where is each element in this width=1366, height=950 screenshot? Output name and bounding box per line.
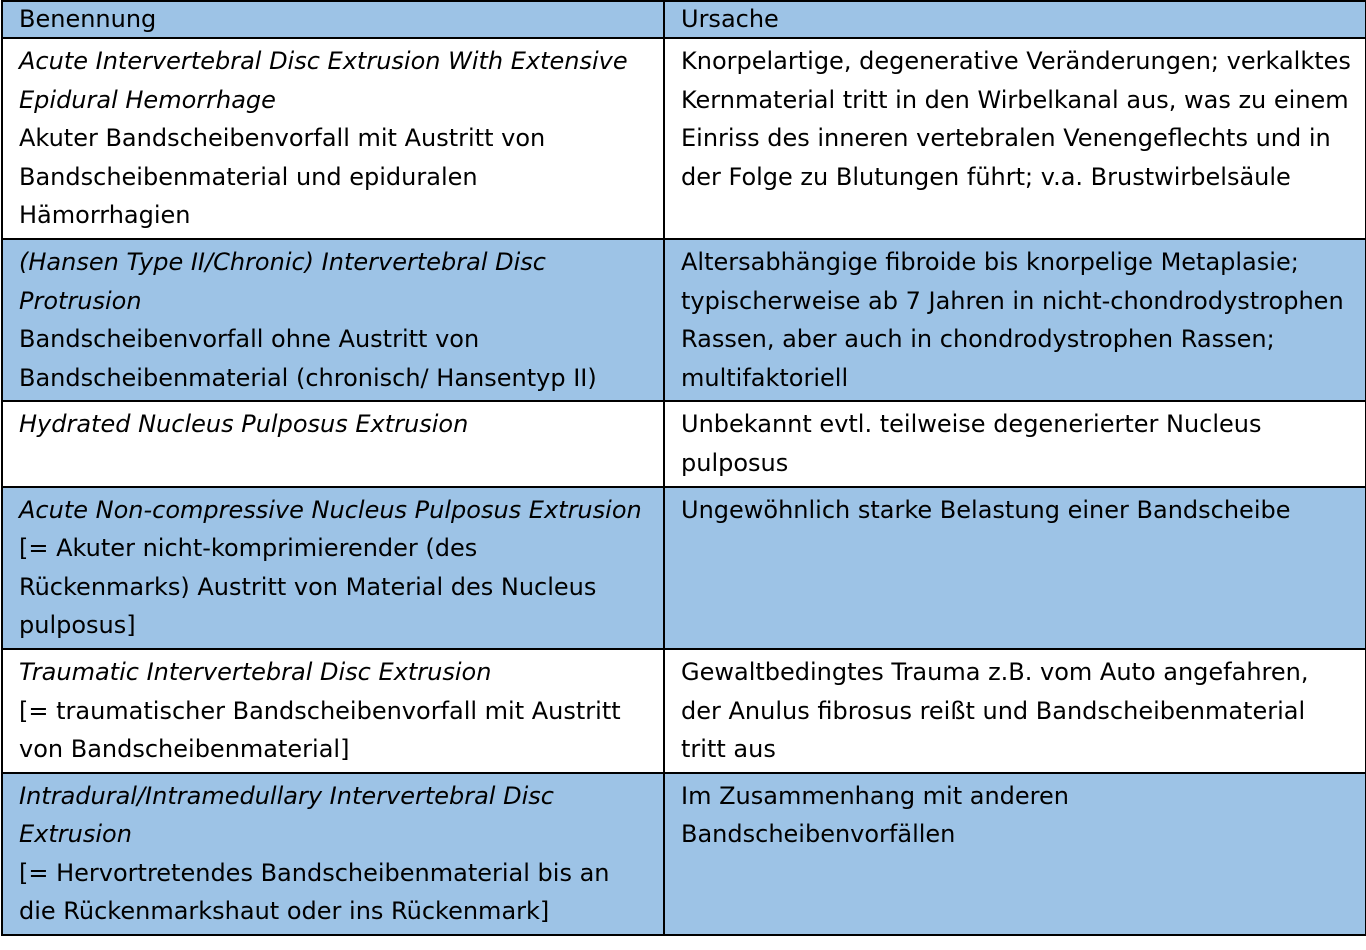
cause-cell <box>664 239 1366 401</box>
cause-text: Unbekannt evtl. teilweise degenerierter Nucleus pulposus <box>681 410 1262 477</box>
term-english: Acute Non-compressive Nucleus Pulposus Extrusion <box>19 495 642 524</box>
term-english: Intradural/Intramedullary Intervertebral Disc Extrusion <box>19 781 554 849</box>
table-row <box>2 38 1366 239</box>
cause-text: Gewaltbedingtes Trauma z.B. vom Auto angefahren, der Anulus fibrosus reißt und Bandscheibenmaterial tritt aus <box>681 657 1309 764</box>
table-row <box>2 487 1366 649</box>
term-english: Hydrated Nucleus Pulposus Extrusion <box>19 410 469 439</box>
term-german: [= traumatischer Bandscheibenvorfall mit Austritt von Bandscheibenmaterial] <box>19 696 621 764</box>
cause-cell <box>664 401 1366 486</box>
term-english: Acute Intervertebral Disc Extrusion With Extensive Epidural Hemorrhage <box>19 47 628 114</box>
disc-disease-table <box>1 0 1366 936</box>
table-header-row <box>2 1 1366 38</box>
term-cell <box>2 487 664 649</box>
cause-cell <box>664 487 1366 649</box>
cause-text: Ungewöhnlich starke Belastung einer Bandscheibe <box>681 495 1291 524</box>
cause-cell <box>664 649 1366 773</box>
term-cell <box>2 401 664 486</box>
table-row <box>2 239 1366 401</box>
term-cell <box>2 239 664 401</box>
term-cell <box>2 649 664 773</box>
term-german: Akuter Bandscheibenvorfall mit Austritt von Bandscheibenmaterial und epiduralen Hämorrhagien <box>19 124 546 230</box>
cause-text: Altersabhängige fibroide bis knorpelige Metaplasie; typischerweise ab 7 Jahren in nicht-chondrodystrophen Rassen, aber auch in chondrodystrophen Rassen; multifaktoriell <box>681 247 1344 392</box>
cause-text: Im Zusammenhang mit anderen Bandscheibenvorfällen <box>681 781 1069 849</box>
table-row <box>2 649 1366 773</box>
column-header-benennung: Benennung <box>2 1 664 38</box>
term-german: [= Akuter nicht-komprimierender (des Rückenmarks) Austritt von Material des Nucleus pulposus] <box>19 534 597 640</box>
cause-cell <box>664 38 1366 239</box>
column-header-ursache: Ursache <box>664 1 1366 38</box>
cause-text: Knorpelartige, degenerative Veränderungen; verkalktes Kernmaterial tritt in den Wirbelkanal aus, was zu einem Einriss des inneren vertebralen Venengeflechts und in der Folge zu Blutungen führt; v.a. Brustwirbelsäule <box>681 47 1351 191</box>
term-english: Traumatic Intervertebral Disc Extrusion <box>19 657 492 686</box>
term-english: (Hansen Type II/Chronic) Intervertebral Disc Protrusion <box>19 247 546 315</box>
term-cell <box>2 773 664 935</box>
table-row <box>2 773 1366 935</box>
term-german: [= Hervortretendes Bandscheibenmaterial bis an die Rückenmarkshaut oder ins Rückenmark] <box>19 858 610 926</box>
cause-cell <box>664 773 1366 935</box>
term-cell <box>2 38 664 239</box>
table-row <box>2 401 1366 486</box>
term-german: Bandscheibenvorfall ohne Austritt von Bandscheibenmaterial (chronisch/ Hansentyp II) <box>19 325 597 392</box>
